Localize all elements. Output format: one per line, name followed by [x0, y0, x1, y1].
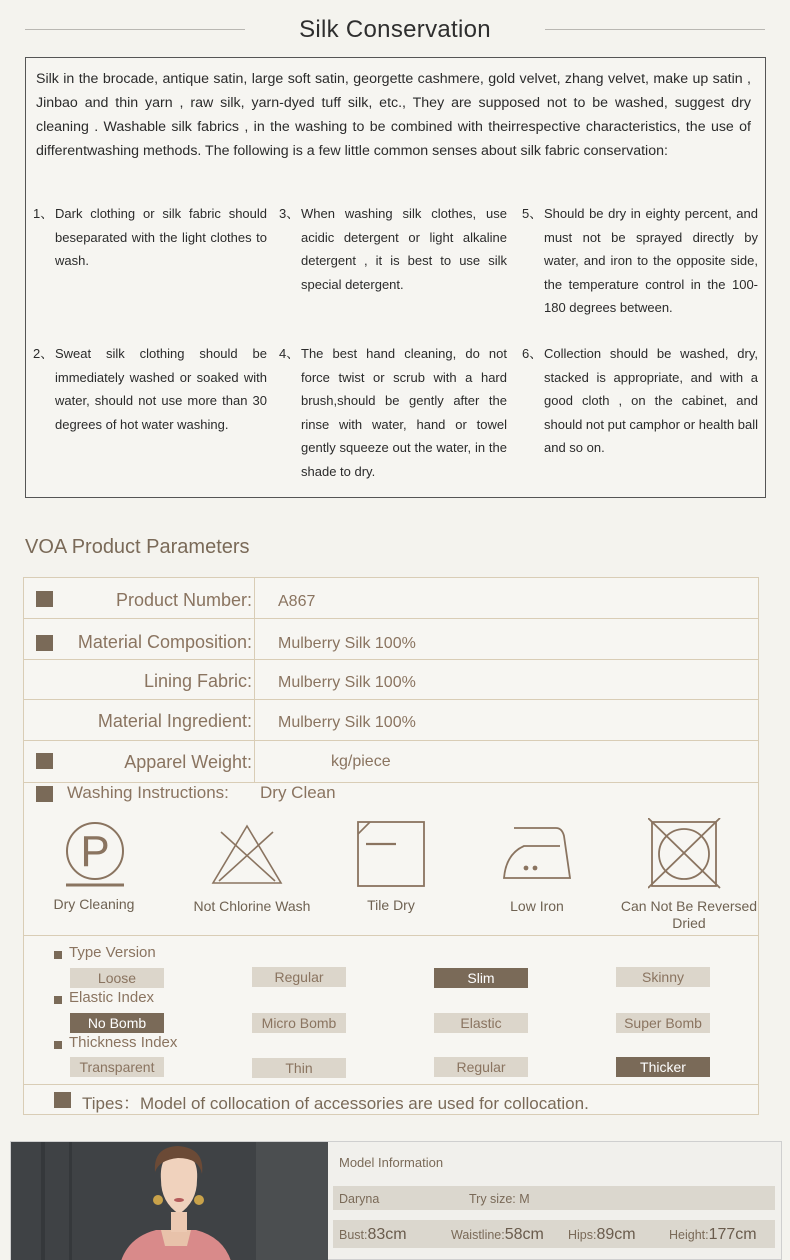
thickness-option-regular[interactable]: Regular — [434, 1057, 528, 1077]
param-value: Mulberry Silk 100% — [278, 635, 416, 652]
bullet-square — [54, 996, 62, 1004]
elastic-option-no-bomb[interactable]: No Bomb — [70, 1013, 164, 1033]
tile-dry-icon — [356, 820, 426, 888]
tip-item — [279, 202, 507, 296]
thickness-option-thin[interactable]: Thin — [252, 1058, 346, 1078]
height-value: 177cm — [708, 1226, 757, 1243]
param-row-product-number — [24, 578, 758, 619]
bust-label: Bust: — [339, 1228, 368, 1242]
model-try-size: Try size: M — [469, 1192, 530, 1206]
thickness-option-thicker[interactable]: Thicker — [616, 1057, 710, 1077]
tip-text: The best hand cleaning, do not force twist or scrub with a hard brush,should be gently after the rinse with water, hand or towel gently squeeze out the water, in the shade to dry. — [301, 346, 507, 479]
column-divider — [254, 619, 255, 659]
bullet-square — [36, 786, 53, 802]
icon-label: Dry Cleaning — [53, 896, 135, 912]
column-divider — [254, 741, 255, 782]
icon-label: Low Iron — [510, 898, 564, 914]
param-label: Lining Fabric: — [143, 671, 252, 691]
type-option-regular[interactable]: Regular — [252, 967, 346, 987]
param-row-material-ingredient — [24, 700, 758, 741]
model-photo — [11, 1142, 328, 1260]
bullet-square — [54, 951, 62, 959]
icon-label: Can Not Be Reversed Dried — [620, 898, 758, 931]
tips-text: Tipes：Model of collocation of accessories are used for collocation. — [82, 1094, 589, 1113]
type-version-label: Type Version — [69, 944, 156, 961]
params-title: VOA Product Parameters — [25, 536, 250, 558]
hips-value: 89cm — [596, 1226, 636, 1243]
tip-number: 4、 — [279, 346, 300, 361]
bullet-square — [36, 753, 53, 769]
elastic-option-micro-bomb[interactable]: Micro Bomb — [252, 1013, 346, 1033]
model-info-panel — [10, 1141, 782, 1260]
tip-text: Sweat silk clothing should be immediately washed or soaked with water, should not use more than 30 degrees of hot water washing. — [55, 346, 267, 432]
tip-text: Should be dry in eighty percent, and must not be sprayed directly by water, and iron to the opposite side, the temperature control in the 100-180 degrees between. — [544, 206, 758, 315]
washing-value: Dry Clean — [260, 783, 336, 802]
tip-text: Dark clothing or silk fabric should beseparated with the light clothes to wash. — [55, 206, 267, 268]
tip-text: When washing silk clothes, use acidic detergent or light alkaline detergent , it is best to use silk special detergent. — [301, 206, 507, 292]
param-label: Material Ingredient: — [97, 711, 252, 731]
tip-item — [33, 202, 267, 273]
column-divider — [254, 700, 255, 740]
param-value: Mulberry Silk 100% — [278, 674, 416, 691]
param-row-apparel-weight — [24, 741, 758, 783]
height-label: Height: — [669, 1228, 709, 1242]
tip-item — [522, 202, 758, 320]
model-hips — [568, 1226, 636, 1244]
type-option-skinny[interactable]: Skinny — [616, 967, 710, 987]
tip-item — [522, 342, 758, 460]
tip-item — [279, 342, 507, 483]
intro-paragraph: Silk in the brocade, antique satin, large soft satin, georgette cashmere, gold velvet, zhang velvet, make up satin , Jinbao and thin yarn , raw silk, yarn-dyed tuff silk, etc., They are supposed not to be washed, suggest dry cleaning . Washable silk fabrics , in the washing to be combined with theirrespective characteristics, the use of differentwashing methods. The following is a few little common senses about silk fabric conservation: — [36, 71, 751, 159]
param-row-material-composition — [24, 619, 758, 660]
param-value: Mulberry Silk 100% — [278, 714, 416, 731]
elastic-option-elastic[interactable]: Elastic — [434, 1013, 528, 1033]
thickness-option-transparent[interactable]: Transparent — [70, 1057, 164, 1077]
conservation-box — [25, 57, 766, 498]
tip-item — [33, 342, 267, 436]
page-title: Silk Conservation — [299, 16, 491, 43]
section-title — [25, 14, 765, 48]
title-rule-right — [545, 29, 765, 30]
waist-label: Waistline: — [451, 1228, 505, 1242]
elastic-index-label: Elastic Index — [69, 989, 155, 1006]
bust-value: 83cm — [367, 1226, 407, 1243]
model-name: Daryna — [339, 1192, 380, 1206]
column-divider — [254, 660, 255, 699]
type-option-loose[interactable]: Loose — [70, 968, 164, 988]
param-label: Material Composition: — [77, 632, 252, 652]
param-label: Product Number: — [115, 590, 252, 610]
tips-row — [24, 1084, 758, 1114]
tip-number: 1、 — [33, 206, 54, 221]
no-tumble-dry-icon — [648, 818, 724, 890]
tip-text: Collection should be washed, dry, stacked is appropriate, and with a good cloth , on the cabinet, and should not put camphor or health ball and so on. — [544, 346, 758, 455]
params-table — [23, 577, 759, 1115]
model-waist — [451, 1226, 544, 1244]
model-bust — [339, 1226, 407, 1244]
tip-number: 2、 — [33, 346, 54, 361]
bullet-square — [54, 1092, 71, 1108]
tip-number: 3、 — [279, 206, 300, 221]
hips-label: Hips: — [568, 1228, 597, 1242]
tip-number: 5、 — [522, 206, 543, 221]
section-divider — [24, 935, 758, 936]
type-option-slim[interactable]: Slim — [434, 968, 528, 988]
thickness-index-label: Thickness Index — [69, 1034, 178, 1051]
bullet-square — [54, 1041, 62, 1049]
elastic-option-super-bomb[interactable]: Super Bomb — [616, 1013, 710, 1033]
dry-cleaning-glyph: P — [80, 827, 110, 876]
param-value: kg/piece — [331, 753, 391, 770]
model-height — [669, 1226, 757, 1244]
low-iron-icon — [502, 824, 572, 884]
tip-number: 6、 — [522, 346, 543, 361]
waist-value: 58cm — [504, 1226, 544, 1243]
washing-label: Washing Instructions: — [67, 783, 229, 802]
no-chlorine-icon — [211, 823, 283, 887]
model-info-bar — [333, 1186, 775, 1210]
param-row-lining-fabric — [24, 660, 758, 700]
icon-label: Not Chlorine Wash — [193, 898, 311, 914]
bullet-square — [36, 635, 53, 651]
column-divider — [254, 578, 255, 618]
param-value: A867 — [278, 593, 316, 610]
model-info-title: Model Information — [339, 1155, 444, 1170]
icon-label: Tile Dry — [367, 897, 415, 913]
param-label: Apparel Weight: — [124, 752, 252, 772]
dry-cleaning-icon — [64, 821, 126, 889]
bullet-square — [36, 591, 53, 607]
